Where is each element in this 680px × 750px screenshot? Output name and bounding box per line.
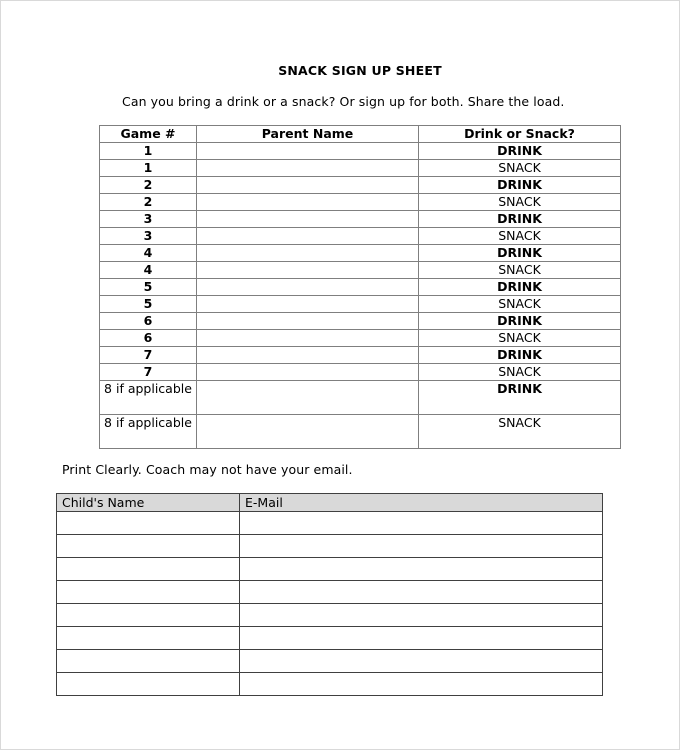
signup-table <box>99 125 621 449</box>
signup-cell-game: 1 <box>100 160 197 177</box>
signup-cell-parent-name[interactable] <box>197 228 419 245</box>
signup-cell-parent-name[interactable] <box>197 211 419 228</box>
signup-cell-drink-or-snack: SNACK <box>419 364 621 381</box>
signup-cell-drink-or-snack: DRINK <box>419 177 621 194</box>
signup-cell-parent-name[interactable] <box>197 415 419 449</box>
signup-row <box>100 415 621 449</box>
signup-row <box>100 160 621 177</box>
column-header-email: E-Mail <box>240 494 603 512</box>
contact-row <box>57 627 603 650</box>
signup-cell-parent-name[interactable] <box>197 381 419 415</box>
signup-cell-game: 7 <box>100 364 197 381</box>
contact-header-row <box>57 494 603 512</box>
page-subtitle: Can you bring a drink or a snack? Or sign up for both. Share the load. <box>122 94 565 109</box>
column-header-drink-or-snack: Drink or Snack? <box>419 126 621 143</box>
signup-row <box>100 330 621 347</box>
signup-cell-drink-or-snack: SNACK <box>419 330 621 347</box>
signup-cell-game: 6 <box>100 313 197 330</box>
contact-table-body <box>57 512 603 696</box>
signup-cell-game: 8 if applicable <box>100 415 197 449</box>
signup-cell-game: 5 <box>100 279 197 296</box>
signup-cell-game: 4 <box>100 262 197 279</box>
signup-row <box>100 228 621 245</box>
signup-row <box>100 177 621 194</box>
signup-cell-drink-or-snack: SNACK <box>419 296 621 313</box>
signup-table-body <box>100 143 621 449</box>
contact-row <box>57 558 603 581</box>
contact-row <box>57 650 603 673</box>
signup-cell-drink-or-snack: SNACK <box>419 228 621 245</box>
signup-cell-parent-name[interactable] <box>197 330 419 347</box>
contact-cell-childs-name[interactable] <box>57 558 240 581</box>
contact-cell-email[interactable] <box>240 512 603 535</box>
contact-cell-email[interactable] <box>240 650 603 673</box>
signup-cell-parent-name[interactable] <box>197 245 419 262</box>
signup-row <box>100 211 621 228</box>
signup-row <box>100 296 621 313</box>
contact-cell-email[interactable] <box>240 581 603 604</box>
signup-row <box>100 143 621 160</box>
contact-row <box>57 604 603 627</box>
signup-cell-parent-name[interactable] <box>197 347 419 364</box>
signup-cell-parent-name[interactable] <box>197 364 419 381</box>
contact-cell-childs-name[interactable] <box>57 535 240 558</box>
signup-cell-parent-name[interactable] <box>197 296 419 313</box>
signup-row <box>100 279 621 296</box>
signup-cell-parent-name[interactable] <box>197 160 419 177</box>
signup-cell-game: 4 <box>100 245 197 262</box>
contact-cell-email[interactable] <box>240 558 603 581</box>
signup-cell-game: 3 <box>100 228 197 245</box>
signup-cell-drink-or-snack: DRINK <box>419 313 621 330</box>
signup-row <box>100 313 621 330</box>
contact-row <box>57 673 603 696</box>
contact-cell-email[interactable] <box>240 604 603 627</box>
signup-cell-game: 5 <box>100 296 197 313</box>
signup-cell-parent-name[interactable] <box>197 194 419 211</box>
contact-table <box>56 493 603 696</box>
column-header-game: Game # <box>100 126 197 143</box>
contact-cell-childs-name[interactable] <box>57 604 240 627</box>
signup-cell-parent-name[interactable] <box>197 313 419 330</box>
contact-cell-childs-name[interactable] <box>57 581 240 604</box>
column-header-childs-name: Child's Name <box>57 494 240 512</box>
signup-cell-drink-or-snack: SNACK <box>419 160 621 177</box>
signup-cell-drink-or-snack: DRINK <box>419 381 621 415</box>
signup-cell-drink-or-snack: SNACK <box>419 194 621 211</box>
signup-cell-drink-or-snack: DRINK <box>419 211 621 228</box>
column-header-parent-name: Parent Name <box>197 126 419 143</box>
contact-cell-childs-name[interactable] <box>57 673 240 696</box>
signup-cell-drink-or-snack: SNACK <box>419 415 621 449</box>
signup-cell-drink-or-snack: DRINK <box>419 245 621 262</box>
signup-row <box>100 347 621 364</box>
signup-cell-drink-or-snack: DRINK <box>419 143 621 160</box>
contact-row <box>57 512 603 535</box>
signup-cell-game: 1 <box>100 143 197 160</box>
signup-cell-parent-name[interactable] <box>197 279 419 296</box>
contact-row <box>57 581 603 604</box>
print-clearly-note: Print Clearly. Coach may not have your email. <box>62 462 353 477</box>
signup-row <box>100 245 621 262</box>
signup-cell-game: 8 if applicable <box>100 381 197 415</box>
signup-row <box>100 262 621 279</box>
signup-cell-game: 2 <box>100 194 197 211</box>
signup-row <box>100 194 621 211</box>
signup-row <box>100 381 621 415</box>
signup-cell-game: 6 <box>100 330 197 347</box>
signup-cell-game: 2 <box>100 177 197 194</box>
signup-cell-parent-name[interactable] <box>197 177 419 194</box>
signup-cell-game: 3 <box>100 211 197 228</box>
signup-row <box>100 364 621 381</box>
contact-cell-childs-name[interactable] <box>57 627 240 650</box>
signup-cell-parent-name[interactable] <box>197 262 419 279</box>
signup-header-row <box>100 126 621 143</box>
signup-cell-drink-or-snack: DRINK <box>419 347 621 364</box>
contact-cell-childs-name[interactable] <box>57 512 240 535</box>
contact-cell-childs-name[interactable] <box>57 650 240 673</box>
signup-cell-game: 7 <box>100 347 197 364</box>
contact-cell-email[interactable] <box>240 627 603 650</box>
signup-cell-drink-or-snack: SNACK <box>419 262 621 279</box>
signup-cell-drink-or-snack: DRINK <box>419 279 621 296</box>
contact-cell-email[interactable] <box>240 673 603 696</box>
contact-cell-email[interactable] <box>240 535 603 558</box>
page-title: SNACK SIGN UP SHEET <box>278 63 442 78</box>
signup-cell-parent-name[interactable] <box>197 143 419 160</box>
contact-row <box>57 535 603 558</box>
